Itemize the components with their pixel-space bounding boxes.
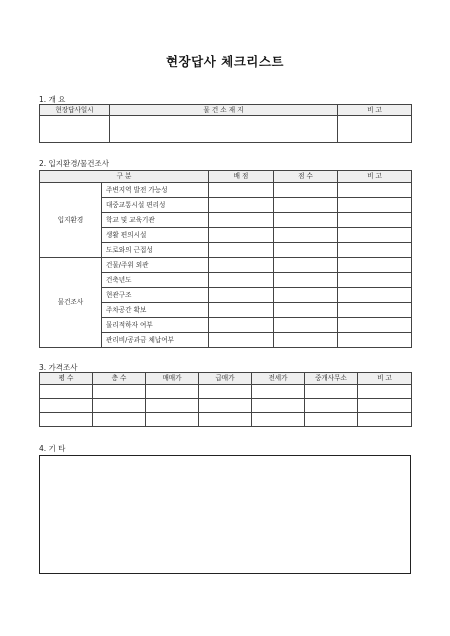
score-cell[interactable] xyxy=(274,303,338,318)
remarks-cell[interactable] xyxy=(338,183,412,198)
header-remarks: 비 고 xyxy=(338,105,412,116)
max-score-cell[interactable] xyxy=(209,273,274,288)
item-label: 주변지역 발전 가능성 xyxy=(102,183,209,198)
table-row xyxy=(40,413,412,427)
item-label: 학교 및 교육기관 xyxy=(102,213,209,228)
cell[interactable] xyxy=(305,413,358,427)
item-label: 대중교통시설 편리성 xyxy=(102,198,209,213)
cell[interactable] xyxy=(252,399,305,413)
cell[interactable] xyxy=(93,399,146,413)
table-row xyxy=(40,399,412,413)
remarks-cell[interactable] xyxy=(338,273,412,288)
score-cell[interactable] xyxy=(274,243,338,258)
price-survey-table xyxy=(39,372,412,427)
score-cell[interactable] xyxy=(274,198,338,213)
page-title: 현장답사 체크리스트 xyxy=(165,54,285,69)
header-max-score: 배 점 xyxy=(209,171,274,183)
score-cell[interactable] xyxy=(274,273,338,288)
cell[interactable] xyxy=(305,399,358,413)
max-score-cell[interactable] xyxy=(209,318,274,333)
remarks-cell[interactable] xyxy=(338,198,412,213)
max-score-cell[interactable] xyxy=(209,288,274,303)
cell[interactable] xyxy=(146,399,199,413)
remarks-cell[interactable] xyxy=(338,116,412,143)
item-label: 주차공간 확보 xyxy=(102,303,209,318)
item-label: 도로와의 근접성 xyxy=(102,243,209,258)
table-row xyxy=(40,385,412,399)
item-label: 건물/주위 외관 xyxy=(102,258,209,273)
cell[interactable] xyxy=(199,399,252,413)
cell[interactable] xyxy=(93,413,146,427)
remarks-cell[interactable] xyxy=(338,333,412,348)
visit-datetime-cell[interactable] xyxy=(40,116,110,143)
score-cell[interactable] xyxy=(274,228,338,243)
cell[interactable] xyxy=(40,385,93,399)
item-label: 관리비/공과금 체납여부 xyxy=(102,333,209,348)
remarks-cell[interactable] xyxy=(338,228,412,243)
score-cell[interactable] xyxy=(274,213,338,228)
section-4-heading: 4. 기 타 xyxy=(39,444,66,453)
max-score-cell[interactable] xyxy=(209,213,274,228)
max-score-cell[interactable] xyxy=(209,183,274,198)
header-area: 평 수 xyxy=(40,373,93,385)
item-label: 생활 편의시설 xyxy=(102,228,209,243)
header-remarks: 비 고 xyxy=(358,373,412,385)
remarks-cell[interactable] xyxy=(338,258,412,273)
header-property-location: 물 건 소 재 지 xyxy=(110,105,338,116)
header-jeonse-price: 전세가 xyxy=(252,373,305,385)
section-2-heading: 2. 입지환경/물건조사 xyxy=(39,159,110,168)
header-category: 구 분 xyxy=(40,171,209,183)
max-score-cell[interactable] xyxy=(209,258,274,273)
cell[interactable] xyxy=(40,399,93,413)
score-cell[interactable] xyxy=(274,333,338,348)
remarks-cell[interactable] xyxy=(338,288,412,303)
property-location-cell[interactable] xyxy=(110,116,338,143)
section-1-heading: 1. 개 요 xyxy=(39,95,66,104)
group-location: 입지환경 xyxy=(40,183,102,258)
header-score: 점 수 xyxy=(274,171,338,183)
other-notes-box[interactable] xyxy=(39,455,411,574)
header-agency: 중개사무소 xyxy=(305,373,358,385)
remarks-cell[interactable] xyxy=(338,213,412,228)
score-cell[interactable] xyxy=(274,318,338,333)
max-score-cell[interactable] xyxy=(209,228,274,243)
cell[interactable] xyxy=(252,385,305,399)
max-score-cell[interactable] xyxy=(209,303,274,318)
score-cell[interactable] xyxy=(274,183,338,198)
score-cell[interactable] xyxy=(274,258,338,273)
item-label: 건축년도 xyxy=(102,273,209,288)
header-floor: 층 수 xyxy=(93,373,146,385)
cell[interactable] xyxy=(305,385,358,399)
overview-table xyxy=(39,104,412,143)
remarks-cell[interactable] xyxy=(338,303,412,318)
cell[interactable] xyxy=(252,413,305,427)
cell[interactable] xyxy=(146,413,199,427)
cell[interactable] xyxy=(358,399,412,413)
header-visit-datetime: 현장답사일시 xyxy=(40,105,110,116)
max-score-cell[interactable] xyxy=(209,243,274,258)
cell[interactable] xyxy=(146,385,199,399)
max-score-cell[interactable] xyxy=(209,333,274,348)
item-label: 물리적하자 여부 xyxy=(102,318,209,333)
score-cell[interactable] xyxy=(274,288,338,303)
cell[interactable] xyxy=(358,385,412,399)
header-sale-price: 매매가 xyxy=(146,373,199,385)
cell[interactable] xyxy=(358,413,412,427)
header-remarks: 비 고 xyxy=(338,171,412,183)
cell[interactable] xyxy=(199,413,252,427)
cell[interactable] xyxy=(199,385,252,399)
cell[interactable] xyxy=(93,385,146,399)
max-score-cell[interactable] xyxy=(209,198,274,213)
remarks-cell[interactable] xyxy=(338,243,412,258)
remarks-cell[interactable] xyxy=(338,318,412,333)
header-urgent-sale-price: 급매가 xyxy=(199,373,252,385)
group-property: 물건조사 xyxy=(40,258,102,348)
location-inspection-table xyxy=(39,170,412,348)
section-3-heading: 3. 가격조사 xyxy=(39,363,78,372)
item-label: 현관구조 xyxy=(102,288,209,303)
cell[interactable] xyxy=(40,413,93,427)
